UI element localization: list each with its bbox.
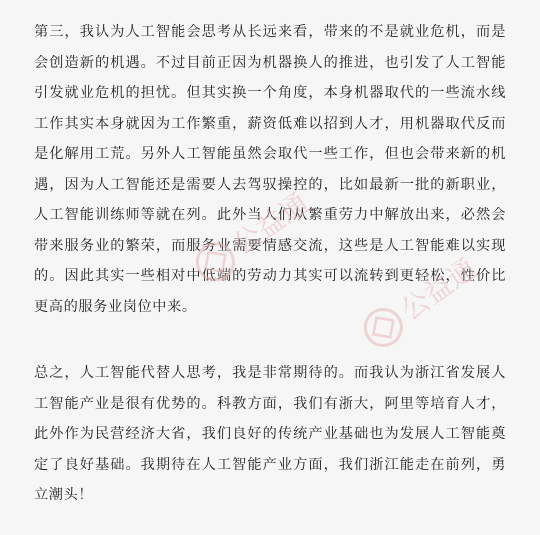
watermark-text: 公益通 [226,186,315,262]
paragraph-1: 第三，我认为人工智能会思考从长远来看，带来的不是就业危机，而是会创造新的机遇。不过目前正因为机器换人的推进，也引发了人工智能引发就业危机的担忧。但其实换一个角度，本身机器取代的一些流水线工作其实本身就因为工作繁重，薪资低难以招到人才，用机器取代反而是化解用工荒。另外人工智能虽然会取代一些工作，但也会带来新的机遇，因为人工智能还是需要人去驾驭操控的，比如最新一批的新职业，人工智能训练师等就在列。此外当人们从繁重劳力中解放出来，必然会带来服务业的繁荣，而服务业需要情感交流，这些是人工智能难以实现的。因此其实一些相对中低端的劳动力其实可以流转到更轻松，性价比更高的服务业岗位中来。 [34,24,506,315]
watermark-text-2: 公益通 [394,251,483,328]
paragraph-2: 总之，人工智能代替人思考，我是非常期待的。而我认为浙江省发展人工智能产业是很有优势的。科教方面，我们有浙大，阿里等培育人才，此外作为民营经济大省，我们良好的传统产业基础也为发展人工智能奠定了良好基础。我期待在人工智能产业方面，我们浙江能走在前列，勇立潮头！ [34,365,506,503]
